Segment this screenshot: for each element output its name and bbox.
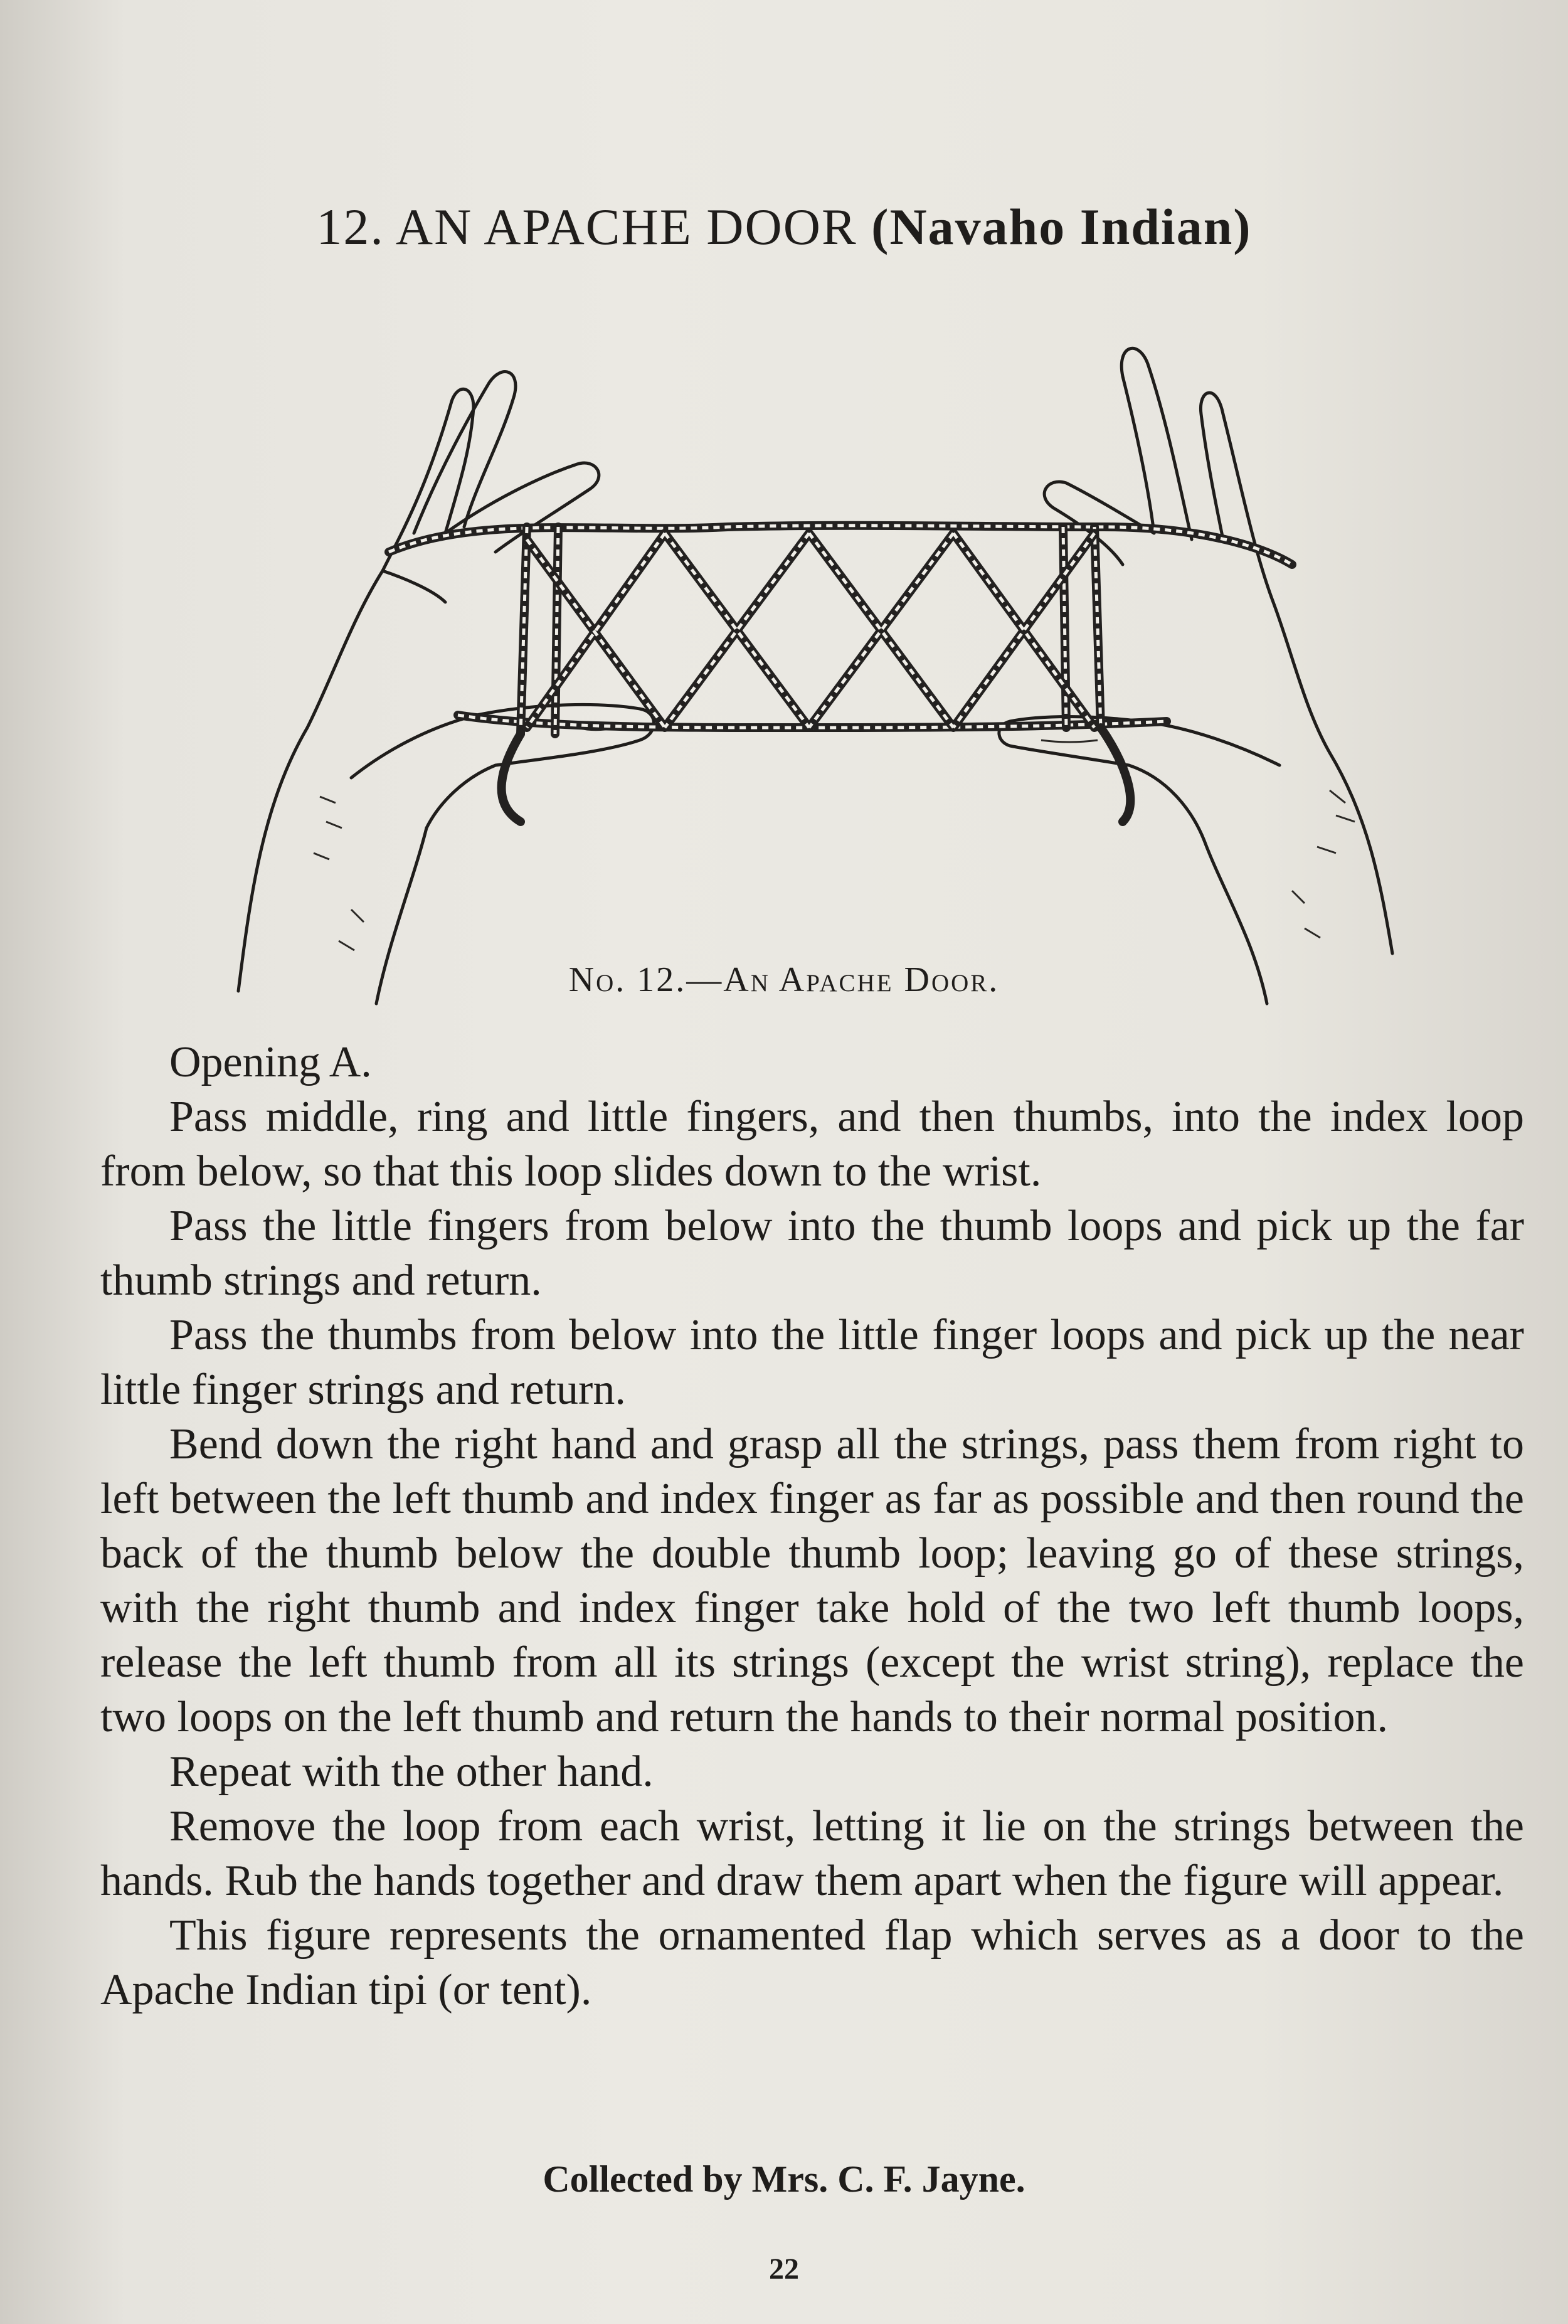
- page-title: [0, 198, 1568, 257]
- paragraph: Pass the thumbs from below into the little finger loops and pick up the near little finger strings and return.: [100, 1311, 1524, 1414]
- left-hand-drawing: [238, 372, 654, 1004]
- paragraph: Pass the little fingers from below into the thumb loops and pick up the far thumb strings and return.: [100, 1202, 1524, 1305]
- title-number: 12.: [316, 198, 384, 255]
- title-origin: (Navaho Indian): [871, 198, 1252, 255]
- paragraph: This figure represents the ornamented flap which serves as a door to the Apache Indian tipi (or tent).: [100, 1911, 1524, 2014]
- instructions-text: [100, 1035, 1524, 2017]
- title-name: AN APACHE DOOR: [395, 198, 857, 255]
- paragraph: Repeat with the other hand.: [169, 1748, 654, 1796]
- paragraph: Remove the loop from each wrist, letting it lie on the strings between the hands. Rub the hands together and draw them apart when the figure will appear.: [100, 1802, 1524, 1905]
- paragraph: Bend down the right hand and grasp all the strings, pass them from right to left between the left thumb and index finger as far as possible and then round the back of the thumb below the double thumb loop; leaving go of these strings, with the right thumb and index finger take hold of the two left thumb loops, release the left thumb from all its strings (except the wrist string), replace the two loops on the left thumb and return the hands to their normal position.: [100, 1420, 1524, 1741]
- page-number: 22: [769, 2252, 799, 2286]
- paragraph: Opening A.: [169, 1038, 372, 1086]
- string-figure-illustration-icon: [226, 326, 1405, 1029]
- credit-line: Collected by Mrs. C. F. Jayne.: [543, 2158, 1025, 2200]
- paragraph: Pass middle, ring and little fingers, and then thumbs, into the index loop from below, so that this loop slides down to the wrist.: [100, 1093, 1524, 1196]
- figure-caption: No. 12.—An Apache Door.: [568, 960, 1000, 999]
